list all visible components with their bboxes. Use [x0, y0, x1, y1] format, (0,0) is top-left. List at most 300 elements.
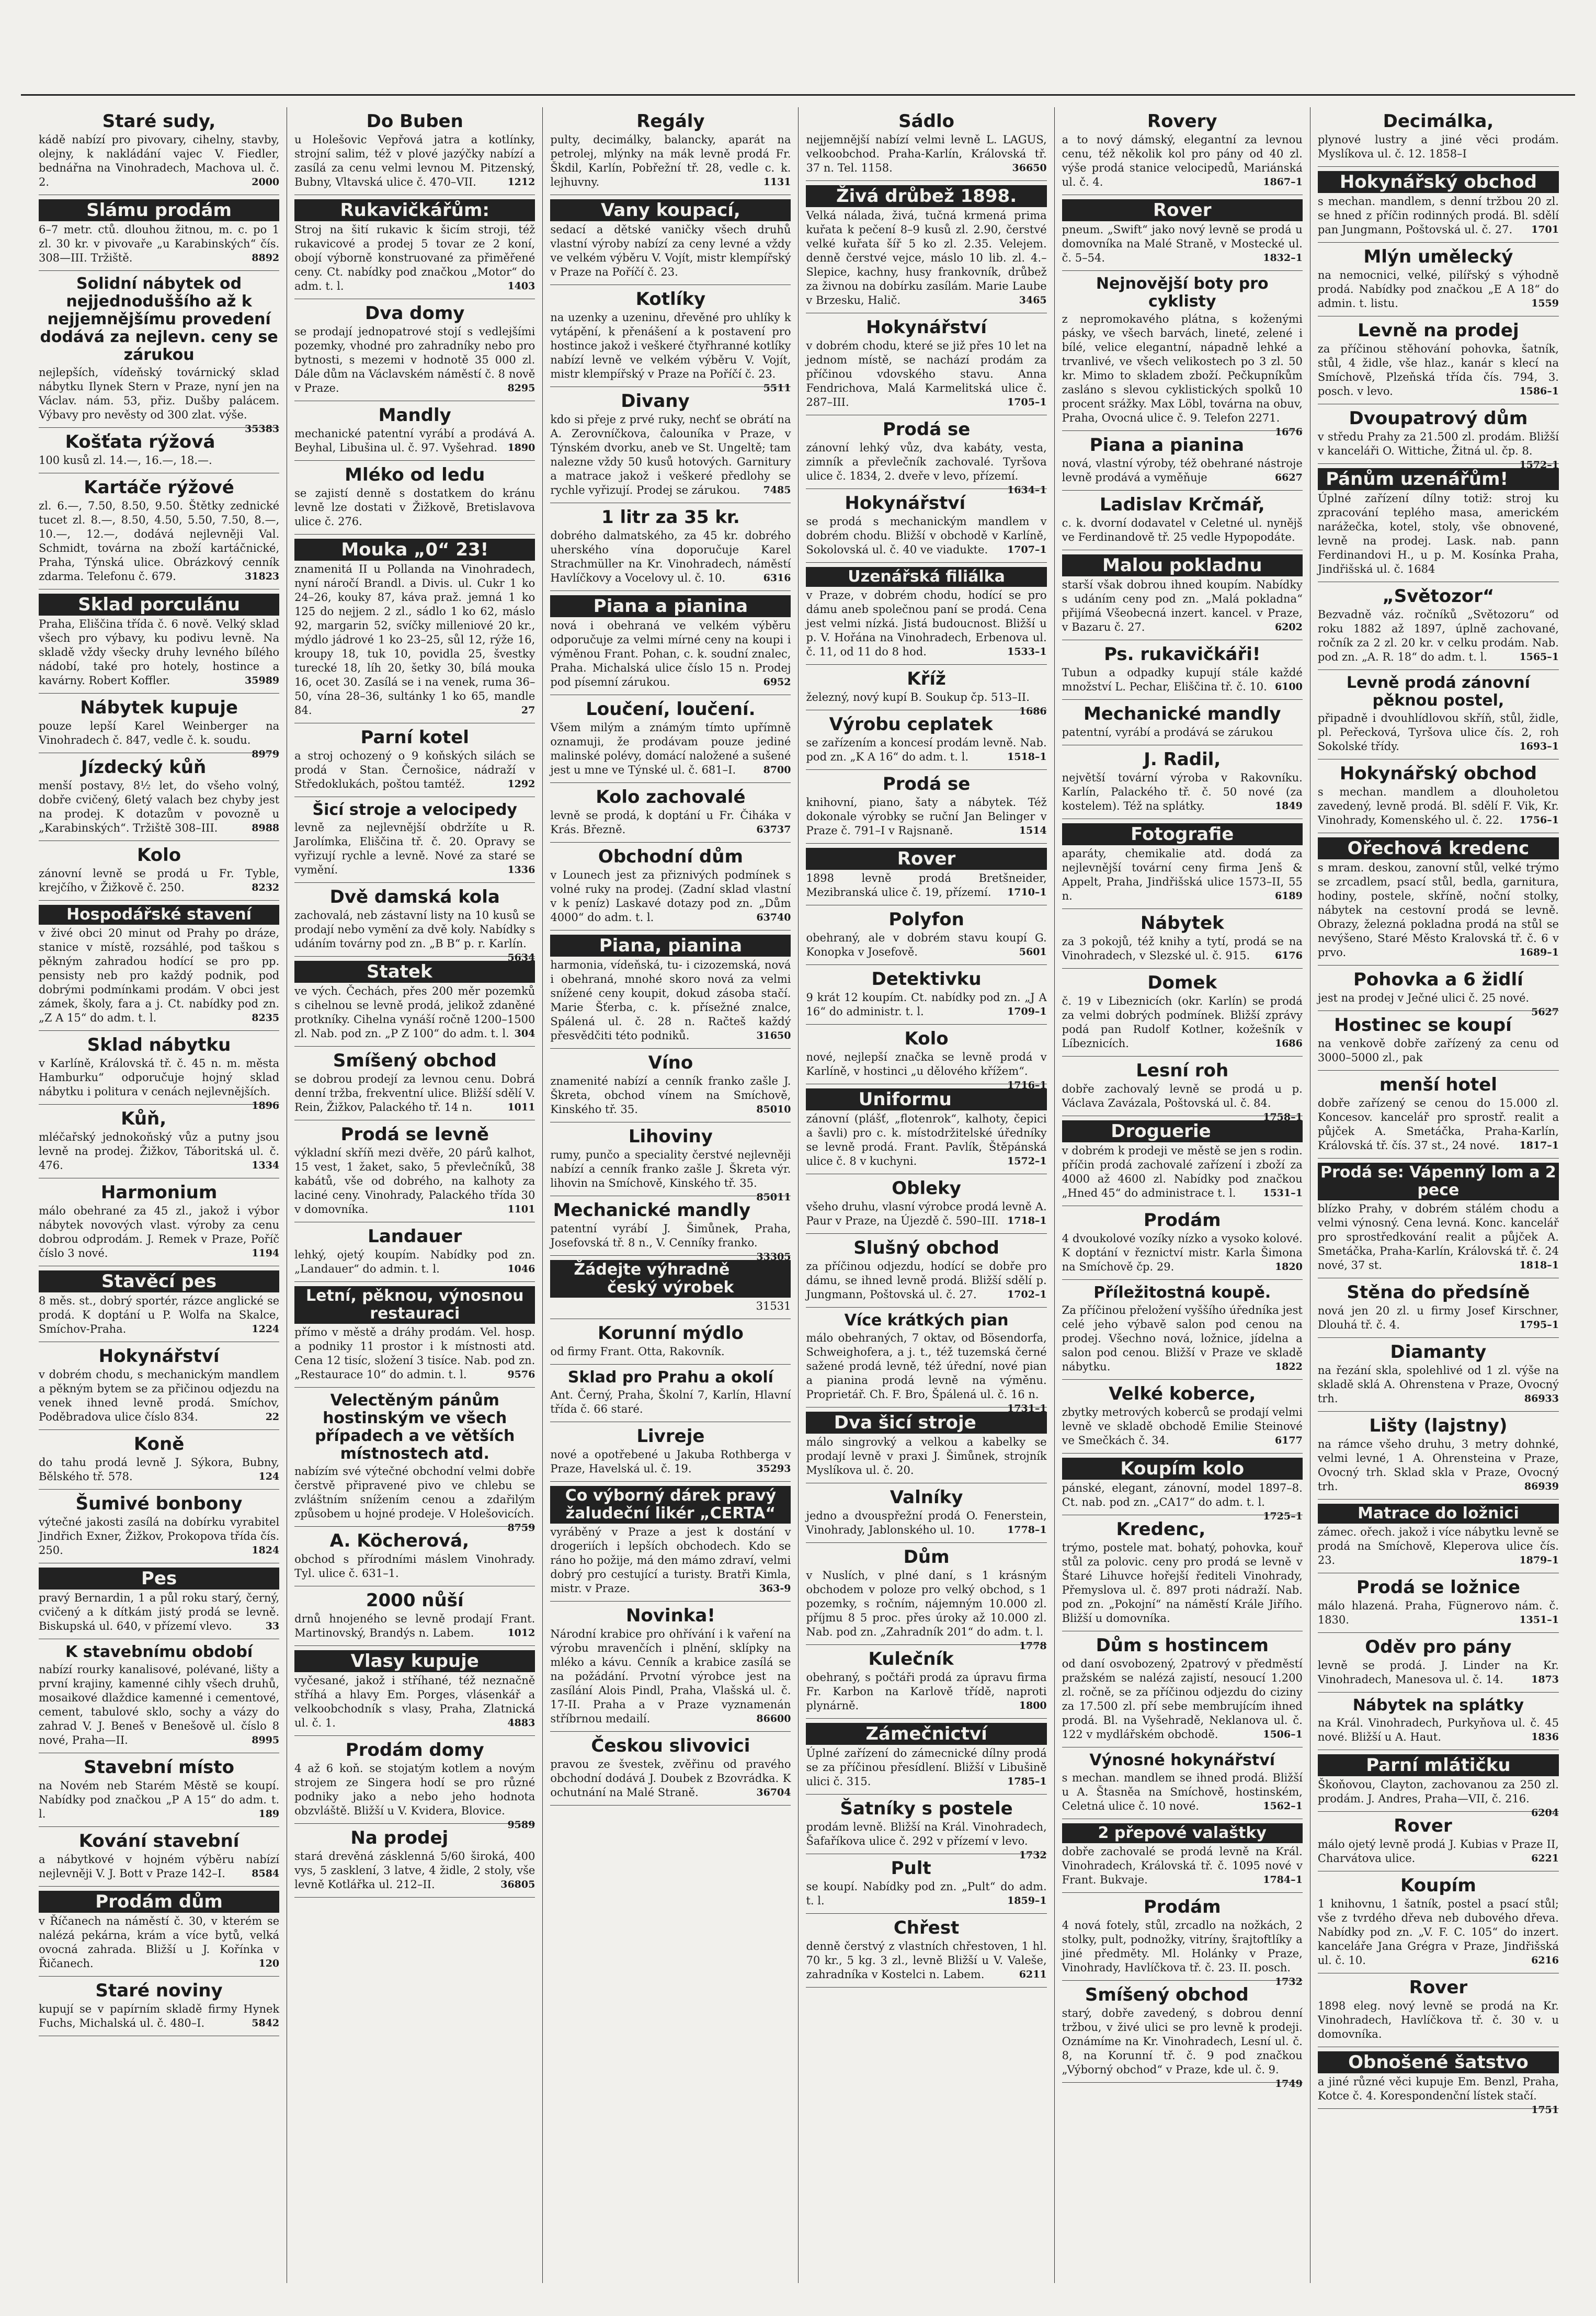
ad-text — [550, 868, 791, 925]
ad-number: 1709–1 — [1007, 1006, 1047, 1017]
ad-text — [550, 1627, 791, 1726]
ad-text — [806, 1200, 1046, 1228]
ad-title: Levně na prodej — [1358, 320, 1519, 341]
ad-text — [1318, 1525, 1559, 1568]
classified-ad — [550, 695, 791, 783]
ad-title: Šatníky s postele — [840, 1798, 1013, 1819]
ad-title: Staré noviny — [95, 1980, 223, 2001]
ad-title: Kredenc, — [1116, 1519, 1206, 1540]
ad-title: Staré sudy, — [102, 111, 216, 132]
ad-text — [39, 1591, 279, 1633]
ad-body: patentní, vyrábí a prodává se zárukou — [1062, 726, 1273, 739]
ad-text — [294, 1552, 535, 1581]
classified-ad — [806, 1795, 1047, 1861]
ad-text — [39, 1294, 279, 1336]
ad-number: 9589 — [507, 1819, 535, 1831]
ad-text — [39, 2002, 279, 2030]
ad-body: a jiné různé věci kupuje Em. Benzl, Praha, Kotce č. 4. Korespondenční lístek stačí. — [1317, 2075, 1559, 2102]
classified-ad — [550, 503, 791, 591]
ad-body: starší však dobrou ihned koupím. Nabídky s udáním ceny pod zn. „Malá pokladna“ přijímá Všeobecná inzert. kancel. v Praze, v Bazaru č. 27. — [1062, 578, 1303, 633]
ad-number: 1676 — [1274, 426, 1303, 438]
ad-body: železný, nový kupí B. Soukup čp. 513–II. — [806, 691, 1030, 703]
ad-title: Landauer — [368, 1226, 462, 1247]
ad-text — [806, 690, 1047, 717]
ad-text — [1062, 1232, 1303, 1274]
ad-body: a nábytkové v hojném výběru nabízí nejlevněji V. J. Bott v Praze 142–I. — [39, 1853, 280, 1880]
ad-number: 6216 — [1531, 1955, 1559, 1966]
classified-ad — [1062, 909, 1303, 969]
ad-body: Úplné zařízení dílny totiž: stroj ku zpracování teplého masa, americkém narážečka, kotel, stoly, vše obnovené, levně na prodej. Lask. nab. pann Ferdinandovi H., u p. M. Kosínka Praha, Jindřišská ul. č. 1684 — [1317, 492, 1559, 575]
ad-body: levně za nejlevnější obdržíte u R. Jarolímka, Eliščina tř. č. 20. Opravy se vyřizují rychle a levně. Nové za staré se vymění. — [294, 821, 535, 876]
ad-title: Dva domy — [365, 303, 465, 324]
classified-ad — [294, 1120, 535, 1222]
ad-text — [806, 1435, 1046, 1478]
classified-ad — [294, 797, 535, 883]
classified-ad — [39, 1031, 280, 1111]
ad-text — [1062, 1845, 1303, 1887]
ad-body: knihovní, piano, šaty a nábytek. Též dokonale výrobky se ruční Jan Belinger v Praze č. 791–I v Rajsnaně. — [806, 796, 1047, 837]
ad-number: 1012 — [507, 1627, 535, 1639]
ad-body: Národní krabice pro ohřívání i k vaření na výrobu mravenčích i plnění, sklípky na mléko a kávu. Cenník a krabice zasílá se na požádání. Prvotní výrobce jest na zasílání Alois Pindl, Praha, Vlašská ul. č. 17-II. Praha a v Praze vyznamenán stříbrnou medailí. — [550, 1628, 791, 1725]
ad-number: 6204 — [1531, 1807, 1559, 1819]
ad-title: Prodám — [1143, 1897, 1221, 1917]
ad-title: Rover — [806, 848, 1046, 870]
ad-body: zánovní lehký vůz, dva kabáty, vesta, zimník a převlečník zachovalé. Tyršova ulice č. 1834, 2. dveře v levo, přízemí. — [806, 441, 1047, 482]
classified-ad — [1318, 1573, 1559, 1633]
classified-ad — [1318, 1871, 1559, 1973]
ad-text — [550, 809, 791, 837]
classified-ad — [294, 107, 535, 195]
ad-body: nabízí rourky kanalisové, polévané, lišty a první krajiny, kamenné cihly všech druhů, mosaikové dlaždice kamenné i cementové, cement, tabulové sklo, sochy a vázy do zahrad V. J. Beneš v Benešově ul. číslo 8 nové, Praha—II. — [39, 1663, 280, 1746]
classified-ad — [1318, 1633, 1559, 1693]
ad-text — [1062, 725, 1303, 740]
ad-number: 1732 — [1274, 1976, 1303, 1988]
ad-body: blízko Prahy, v dobrém stálém chodu a velmi výnosný. Cena levná. Konc. kancelář pro sprostředkování realit a půjček A. Smetáčka, Praha-Karlín, Královská tř. č. 24 nové, 37 st. — [1317, 1202, 1559, 1271]
classified-ad — [294, 1736, 535, 1831]
classified-ad — [1062, 969, 1303, 1057]
ad-title: menší hotel — [1379, 1074, 1497, 1095]
classified-ad — [39, 428, 279, 473]
ad-text — [39, 453, 279, 468]
ad-body: Tubun a odpadky kupují stále každé množství L. Pechar, Eliščina tř. č. 10. — [1062, 666, 1303, 693]
ad-text — [550, 1757, 791, 1800]
classified-ad — [806, 107, 1046, 181]
ad-number: 1718–1 — [1007, 1215, 1047, 1227]
classified-ad — [550, 387, 791, 503]
ad-number: 1784–1 — [1263, 1874, 1303, 1886]
ad-text — [39, 499, 279, 584]
ad-text — [806, 991, 1046, 1019]
ad-title: Letní, pěknou, výnosnou restauraci — [294, 1286, 535, 1324]
ad-body: 4 dvoukolové vozíky nízko a vysoko kolové. K doptání v řeznictví mistr. Karla Šimona na Smíchově čp. 29. — [1062, 1232, 1303, 1273]
classified-ad — [806, 1543, 1047, 1652]
ad-text — [39, 1663, 279, 1747]
ad-title: Kolo — [137, 845, 181, 866]
classified-ad — [39, 1977, 279, 2036]
ad-body: denně čerstvý z vlastních chřestoven, 1 hl. 70 kr., 5 kg. 3 zl., levně Bližší u V. Valeše, zahradníka v Kostelci n. Labem. — [806, 1940, 1047, 1981]
classified-ad — [806, 1234, 1046, 1308]
ad-text — [1318, 1837, 1559, 1866]
ad-title: Valníky — [890, 1487, 963, 1508]
ad-text — [1062, 771, 1303, 813]
ad-number: 1334 — [252, 1160, 280, 1171]
ad-text — [294, 1612, 535, 1640]
ad-number: 1518–1 — [1007, 751, 1047, 763]
ad-number: 4883 — [507, 1717, 535, 1729]
ad-number: 1403 — [507, 280, 535, 292]
ad-title: 2 přepové valaštky — [1062, 1823, 1303, 1843]
ad-text — [39, 1204, 279, 1261]
ad-number: 5601 — [1019, 946, 1047, 958]
column-5 — [1055, 107, 1310, 2283]
ad-number: 1859–1 — [1007, 1895, 1047, 1906]
ad-body: z nepromokavého plátna, s koženými pásky, ve všech barvách, lineté, zelené i bílé, velice elegantní, nápadně lehké a trvanlivé, ve všech velikostech po 3 zl. 50 kr. Mimo to skladem zboží. Pečkupníkům zasláno s slevou cyklistických spolků 10 procent srážky. Max Löbl, továrna na obuv, Praha, Ovocná ulice č. 9. Telefon 2271. — [1062, 313, 1303, 424]
ad-number: 1533–1 — [1007, 646, 1047, 657]
classified-ad — [39, 271, 280, 435]
ad-body: obehraný, ale v dobrém stavu koupí G. Konopka v Josefově. — [806, 932, 1047, 958]
ad-title: Pohovka a 6 židlí — [1353, 969, 1523, 990]
ad-title: Divany — [621, 391, 690, 412]
ad-number: 1351–1 — [1519, 1614, 1559, 1626]
ad-number: 31531 — [756, 1300, 791, 1312]
ad-text — [294, 1146, 535, 1217]
ad-title: Kříž — [907, 668, 946, 689]
ad-number: 1731–1 — [1007, 1403, 1047, 1414]
ad-text — [294, 821, 535, 877]
ad-title: Sádlo — [898, 111, 954, 132]
classified-ad — [550, 107, 791, 195]
classified-ad — [1062, 1206, 1303, 1280]
ad-text — [1062, 578, 1303, 634]
ad-text — [1317, 2075, 1559, 2116]
ad-body: jedno a dvouspřežní prodá O. Fenerstein, Vinohrady, Jablonského ul. 10. — [806, 1509, 1047, 1536]
classified-ad — [1318, 833, 1559, 966]
ad-number: 1836 — [1531, 1731, 1559, 1743]
ad-number: 1705–1 — [1007, 396, 1047, 408]
ad-text — [1062, 1303, 1303, 1374]
classified-ad — [39, 1753, 279, 1827]
classified-ad — [806, 1854, 1046, 1914]
classified-ad — [1062, 1893, 1303, 1988]
ad-body: Všem milým a známým tímto upřímně oznamuji, že prodávam pouze jediné malinské polévy, domácí naložené a sušené jest u mne ve Týnské ul. č. 681–I. — [550, 721, 791, 776]
ad-title: Hokynářství — [845, 493, 966, 514]
ad-title: Uniformu — [806, 1088, 1046, 1110]
column-3 — [543, 107, 799, 2283]
ad-body: málo obehrané za 45 zl., jakož i výbor nábytek novových vlast. výroby za cenu dobrou odprodám. J. Remek v Praze, Poříč číslo 3 nové. — [39, 1205, 280, 1259]
ad-body: mléčařský jednokoňský vůz a putny jsou levně na prodej. Žižkov, Táboritská ul. č. 476. — [39, 1131, 280, 1172]
ad-title: Harmonium — [100, 1182, 218, 1203]
ad-text — [806, 1820, 1047, 1861]
classified-ad — [1062, 550, 1303, 640]
ad-body: s mechan. mandlem, s denní tržbou 20 zl. se hned z příčin rodinných prodá. Bl. sdělí pan Jungmann, Poštovská ul. č. 27. — [1317, 195, 1559, 236]
ad-title: Vany koupací, — [550, 199, 791, 221]
classified-ad — [1318, 1071, 1559, 1159]
ad-body: patentní vyrábí J. Šimůnek, Praha, Josefovská tř. 8 n., V. Cenníky franko. — [550, 1222, 791, 1249]
ad-title: Kotlíky — [635, 289, 706, 310]
classified-ad — [1062, 1819, 1303, 1893]
ad-number: 1634–1 — [1007, 484, 1047, 496]
ad-body: u Holešovic Vepřová jatra a kotlínky, strojní salim, též v plové jazýčky nabízí a zasílá za cenu velmi levnou M. Pitzenský, Bubny, Vltavská ulice č. 470–VII. — [294, 133, 535, 188]
ad-title: Statek — [294, 961, 535, 983]
classified-ad — [39, 1490, 279, 1563]
classified-ad — [1318, 1159, 1559, 1278]
ad-number: 8584 — [252, 1868, 280, 1879]
classified-ad — [806, 844, 1046, 905]
ad-title: Mandly — [378, 405, 451, 426]
ad-body: 1898 eleg. nový levně se prodá na Kr. Vinohradech, Havlíčkova tř. č. 30 v. u domovníka. — [1317, 2000, 1559, 2040]
ad-number: 1686 — [1019, 706, 1047, 717]
ad-body: se zajistí denně s dostatkem do kránu levně lze dostati v Žižkově, Bretislavova ulice č. 276. — [294, 487, 535, 528]
ad-body: s mechan. mandlem a dlouholetou zavedený, levně prodá. Bl. sdělí F. Vik, Kr. Vinohrady, Komenského ul. č. 22. — [1317, 786, 1559, 826]
ad-number: 6177 — [1274, 1435, 1303, 1446]
classified-ad — [39, 1266, 279, 1342]
ad-body: se koupí. Nabídky pod zn. „Pult“ do adm. t. l. — [806, 1880, 1047, 1907]
ad-body: přímo v městě a dráhy prodám. Vel. hosp. a podniky 11 prostor i k místnosti atd. Cena 12 tisíc, složení 3 tisíce. Nab. pod zn. „Restaurace 10“ do admin. t. l. — [294, 1326, 535, 1381]
ad-text — [550, 1388, 791, 1416]
ad-text — [806, 736, 1046, 764]
ad-body: harmonia, vídeňská, tu- i cizozemská, nová i obehraná, mnohé skoro nová za velmi snížené ceny koupit, dokud zásoba stačí. Marie Šťerba, c. k. přísežné znalce, Spálená ul. č. 28 n. Račteš každý přesvědčiti této podniků. — [550, 959, 791, 1042]
ad-number: 8988 — [252, 822, 280, 834]
ad-title: Chřest — [893, 1917, 960, 1938]
classified-ad — [294, 401, 535, 461]
ad-title: Piana a pianina — [1089, 435, 1244, 456]
ad-text — [550, 1074, 791, 1117]
ad-title: Sklad nábytku — [87, 1035, 231, 1055]
ad-text — [550, 1148, 791, 1203]
ad-text — [550, 311, 791, 394]
ad-body: zl. 6.—, 7.50, 8.50, 9.50. Štětky zednické tucet zl. 8.—, 8.50, 4.50, 5.50, 7.50, 8.—, 10.—, 12.—, dodává nejlevněji Val. Schmidt, továrna na zboží kartáčnické, Praha, Týnská ulice. Obrázkový cenník zdarma. Telefonu č. 679. — [39, 499, 280, 583]
classified-ad — [1318, 1500, 1559, 1573]
ad-body: pneum. „Swift“ jako nový levně se prodá u domovníka na Malé Straně, v Mostecké ul. č. 5–54. — [1062, 223, 1303, 264]
ad-body: ve vých. Čechách, přes 200 měr pozemků s cihelnou se levně prodá, jelikož zdaněné protkníky. Cihelna vynáší ročně 1200–1500 zl. Nab. pod zn. „P Z 100“ do adm. t. l. — [294, 985, 535, 1040]
classified-ad — [1318, 670, 1559, 759]
classified-ad — [294, 535, 535, 723]
ad-title: Zámečnictví — [806, 1723, 1046, 1745]
ad-text — [1318, 492, 1559, 576]
ad-text — [1318, 608, 1559, 664]
ad-number: 1701 — [1531, 224, 1559, 235]
ad-text — [294, 749, 535, 791]
ad-text — [1318, 1659, 1559, 1687]
ad-text — [550, 1525, 791, 1596]
ad-title: Žádejte výhradně český výrobek — [550, 1260, 791, 1298]
ad-text — [294, 427, 535, 455]
ad-body: výtečné jakosti zasílá na dobírku vyrabitel Jindřich Exner, Žižkov, Prokopova třída čís. 250. — [39, 1516, 280, 1557]
classified-ad — [1318, 107, 1559, 167]
classified-ad — [550, 1196, 791, 1263]
ad-body: od daní osvobozený, 2patrový v předměstí pražském se nalézá zajistí, nesoucí 1.200 zl. ročně, se za příčinou odjezdu do ciziny za 17.500 zl. pří sebe membrujícím ihned prodá. Bl. na Vyšehradě, Neklanova ul. č. 122 v mydlářském obchodě. — [1062, 1657, 1303, 1741]
classified-ad — [39, 1342, 279, 1430]
ad-number: 9576 — [507, 1369, 535, 1380]
ad-number: 85011 — [756, 1191, 791, 1203]
ad-body: kdo si přeje z prvé ruky, nechť se obrátí na A. Zerovníčkova, čalouníka v Praze, v Týnském dvorku, aneb ve St. Ungeltě; tam nalezne vždy 50 kusů hotových. Garnitury a matrace jakož i veškeré předlohy se rychle vyřizují. Prodej se zárukou. — [550, 413, 791, 496]
ad-text — [39, 719, 280, 760]
ad-text — [1062, 457, 1303, 485]
ad-body: v dobrém chodu, s mechanickým mandlem a pěkným bytem se za přičinou odjezdu na venek ihned levně prodá. Smíchov, Poděbradova ulice číslo 834. — [39, 1368, 280, 1423]
ad-title: Kulečník — [868, 1649, 954, 1670]
ad-title: Mouka „0“ 23! — [294, 539, 535, 561]
ad-number: 1689–1 — [1519, 947, 1559, 958]
ad-title: Příležitostná koupě. — [1093, 1284, 1271, 1302]
ad-text — [39, 133, 279, 189]
ad-number: 1131 — [763, 176, 791, 188]
ad-text — [806, 1050, 1047, 1091]
classified-ad — [39, 195, 279, 271]
classified-ad — [550, 783, 791, 843]
ad-title: Prodám domy — [345, 1740, 484, 1761]
ad-text — [39, 1779, 279, 1821]
ad-body: málo ojetý levně prodá J. Kubias v Praze II, Charvátova ulice. — [1317, 1838, 1559, 1865]
ad-number: 1824 — [252, 1545, 280, 1556]
ad-title: Rover — [1062, 199, 1303, 221]
ad-title: Smíšený obchod — [333, 1050, 497, 1071]
ad-number: 1896 — [252, 1100, 280, 1111]
column-2 — [287, 107, 543, 2283]
ad-text — [1062, 2006, 1303, 2090]
ad-title: Solidní nábytek od nejjednoduššího až k nejjemnějšímu provedení dodává za nejlevn. ceny se zárukou — [40, 275, 278, 364]
ad-text — [1318, 1364, 1559, 1406]
ad-text — [1317, 1778, 1559, 1819]
ad-number: 1879–1 — [1519, 1554, 1559, 1566]
ad-text — [806, 1939, 1046, 1982]
classified-ad — [1062, 431, 1303, 491]
ad-title: Parní kotel — [360, 727, 469, 748]
ad-text — [39, 1456, 279, 1484]
classified-ad — [550, 1422, 791, 1482]
ad-title: Nábytek na splátky — [1352, 1696, 1524, 1715]
ad-number: 86600 — [756, 1713, 791, 1724]
ad-number: 8995 — [252, 1734, 280, 1746]
ad-text — [806, 339, 1046, 410]
ad-title: Diamanty — [1390, 1342, 1487, 1363]
ad-body: a stroj ochozený o 9 koňských silách se prodá v Stan. Černošice, nádraží v Středoklukách, poštou tamtéž. — [294, 750, 535, 790]
classified-ad — [39, 1430, 279, 1490]
ad-body: v středu Prahy za 21.500 zl. prodám. Bližší v kanceláři O. Wittiche, Žitná ul. čp. 8. — [1317, 430, 1559, 457]
ad-body: nová i obehraná ve velkém výběru odporučuje za velmi mírné ceny na koupi i výměnou Frant. Pohan, c. k. soudní znalec, Praha. Michalská ulice číslo 15 n. Prodej pod písemní zárukou. — [550, 619, 791, 688]
ad-body: zánovní levně se prodá u Fr. Tyble, krejčího, v Žižkově č. 250. — [39, 867, 280, 894]
ad-text — [806, 1880, 1046, 1908]
classified-ad — [39, 841, 279, 901]
ad-title: Stavěcí pes — [39, 1270, 279, 1292]
ad-text — [39, 1130, 279, 1173]
ad-title: Oděv pro pány — [1365, 1637, 1512, 1657]
ad-text — [1318, 711, 1559, 754]
ad-title: Výnosné hokynářství — [1089, 1751, 1275, 1769]
ad-text — [806, 588, 1046, 659]
ad-text — [294, 1464, 535, 1534]
ad-body: nové a opotřebené u Jakuba Rothberga v Praze, Havelská ul. č. 19. — [550, 1448, 791, 1475]
classified-ad — [294, 1824, 535, 1898]
ad-number: 6952 — [763, 676, 791, 688]
classified-ad — [1062, 1057, 1303, 1123]
classified-ad — [806, 965, 1046, 1025]
ad-number: 1832–1 — [1263, 252, 1303, 264]
ad-title: Velké koberce, — [1109, 1383, 1256, 1404]
ad-title: Prodá se levně — [340, 1124, 489, 1145]
ad-text — [294, 1072, 535, 1115]
ad-title: Slámu prodám — [39, 199, 279, 221]
ad-text — [294, 1325, 535, 1382]
classified-ad — [806, 563, 1046, 665]
ad-number: 1732 — [1019, 1849, 1047, 1861]
ad-number: 363-9 — [759, 1583, 791, 1594]
classified-ad — [550, 843, 791, 930]
ad-number: 1194 — [252, 1247, 280, 1259]
ad-number: 86939 — [1524, 1481, 1559, 1492]
ad-text — [806, 1569, 1047, 1652]
ad-number: 1336 — [507, 864, 535, 876]
ad-body: stará drevěná zásklenná 5/60 široká, 400 vys, 5 zasklení, 3 latve, 4 židle, 2 stoly, vše levně Kotlářka ul. 212–II. — [294, 1850, 535, 1891]
ad-title: Nejnovější boty pro cyklisty — [1096, 275, 1269, 311]
ad-title: Loučení, loučení. — [586, 699, 756, 720]
ad-number: 1531–1 — [1263, 1187, 1303, 1199]
ad-title: Živá drůbež 1898. — [806, 185, 1046, 207]
ad-title: Prodám dům — [39, 1891, 279, 1913]
ad-number: 1795–1 — [1519, 1319, 1559, 1331]
classified-ad — [806, 905, 1046, 965]
ad-title: Rukavičkářům: — [294, 199, 535, 221]
classified-ad — [806, 313, 1046, 415]
ad-title: K stavebnímu období — [65, 1643, 253, 1661]
ad-title: Kolo zachovalé — [596, 787, 746, 808]
ad-number: 6211 — [1019, 1969, 1047, 1980]
ad-text — [1062, 1541, 1303, 1626]
ad-title: Polyfon — [888, 909, 964, 930]
ad-title: Kolo — [904, 1028, 949, 1049]
ad-text — [1062, 223, 1303, 265]
ad-text — [550, 223, 791, 279]
ad-body: dobře zachovalý levně se prodá u p. Václava Zavázala, Poštovská ul. č. 84. — [1062, 1083, 1303, 1109]
ad-text — [1318, 1202, 1559, 1273]
ad-title: Slušný obchod — [853, 1238, 999, 1258]
ad-number: 1686 — [1274, 1038, 1303, 1049]
ad-title: Koupím — [1400, 1875, 1476, 1896]
ad-title: Piana, pianina — [550, 935, 791, 957]
ad-title: Koupím kolo — [1062, 1458, 1303, 1480]
ad-title: Korunní mýdlo — [597, 1323, 744, 1344]
ad-title: „Světozor“ — [1382, 586, 1495, 607]
ad-title: Rovery — [1147, 111, 1217, 132]
ad-body: Velká nálada, živá, tučná krmená prima kuřata k pečení 8–9 kusů zl. 2.90, čerstvé velké kuřata šíř 5 ko zl. 2.35. Velejem. denně čerstvé vejce, máslo 10 lib. zl. 4.– Slepice, kachny, husy frankovník, drůbež za živnou na dobírku zasílám. Marie Laube v Brzesku, Halič. — [806, 209, 1047, 306]
ad-title: Prodá se ložnice — [1356, 1577, 1520, 1598]
ad-text — [1062, 1481, 1303, 1522]
ad-text — [1318, 1037, 1559, 1065]
ad-text — [1062, 994, 1303, 1051]
ad-number: 2000 — [252, 176, 280, 188]
classified-ad — [1318, 582, 1559, 670]
ad-title: Nábytek kupuje — [80, 697, 238, 718]
classified-ad — [294, 299, 535, 401]
ad-text — [1062, 1657, 1303, 1742]
ad-body: do tahu prodá levně J. Sýkora, Bubny, Bělského tř. 578. — [39, 1456, 280, 1483]
ad-body: 1 knihovnu, 1 šatník, postel a psací stůl; vše z tvrdého dřeva neb dubového dřeva. Nabídky pod zn. „V. F. C. 105“ do inzert. kanceláře Jana Grégra v Praze, Jindřišská ul. č. 10. — [1317, 1898, 1559, 1967]
ad-title: Regály — [636, 111, 705, 132]
classified-ad — [1318, 464, 1559, 582]
ad-body: na Král. Vinohradech, Purkyňova ul. č. 45 nové. Bližší u A. Haut. — [1317, 1717, 1559, 1743]
ad-number: 1707–1 — [1007, 544, 1047, 555]
ad-body: v Praze, v dobrém chodu, hodící se pro dámu aneb společnou paní se prodá. Cena jest velmi nízká. Jistá budoucnost. Bližší u p. V. Hořána na Vinohradech, Erbenova ul. č. 11, od 11 do 8 hod. — [806, 589, 1047, 658]
ad-body: 8 měs. st., dobrý sportér, rázce anglické se prodá. K doptání u P. Wolfa na Skalce, Smíchov-Praha. — [39, 1295, 280, 1335]
ad-body: se zařízením a koncesí prodám levně. Nab. pod zn. „K A 16“ do adm. t. l. — [806, 736, 1047, 763]
ad-number: 1565–1 — [1519, 651, 1559, 663]
ad-title: Dvoupatrový dům — [1349, 408, 1528, 429]
ad-number: 5627 — [1531, 1006, 1559, 1018]
ad-number: 1785–1 — [1007, 1776, 1047, 1787]
classified-ad — [1062, 107, 1303, 195]
ad-text — [806, 441, 1047, 496]
classified-ad — [39, 753, 279, 841]
ad-body: jest na prodej v Ječné ulici č. 25 nové. — [1317, 992, 1530, 1004]
